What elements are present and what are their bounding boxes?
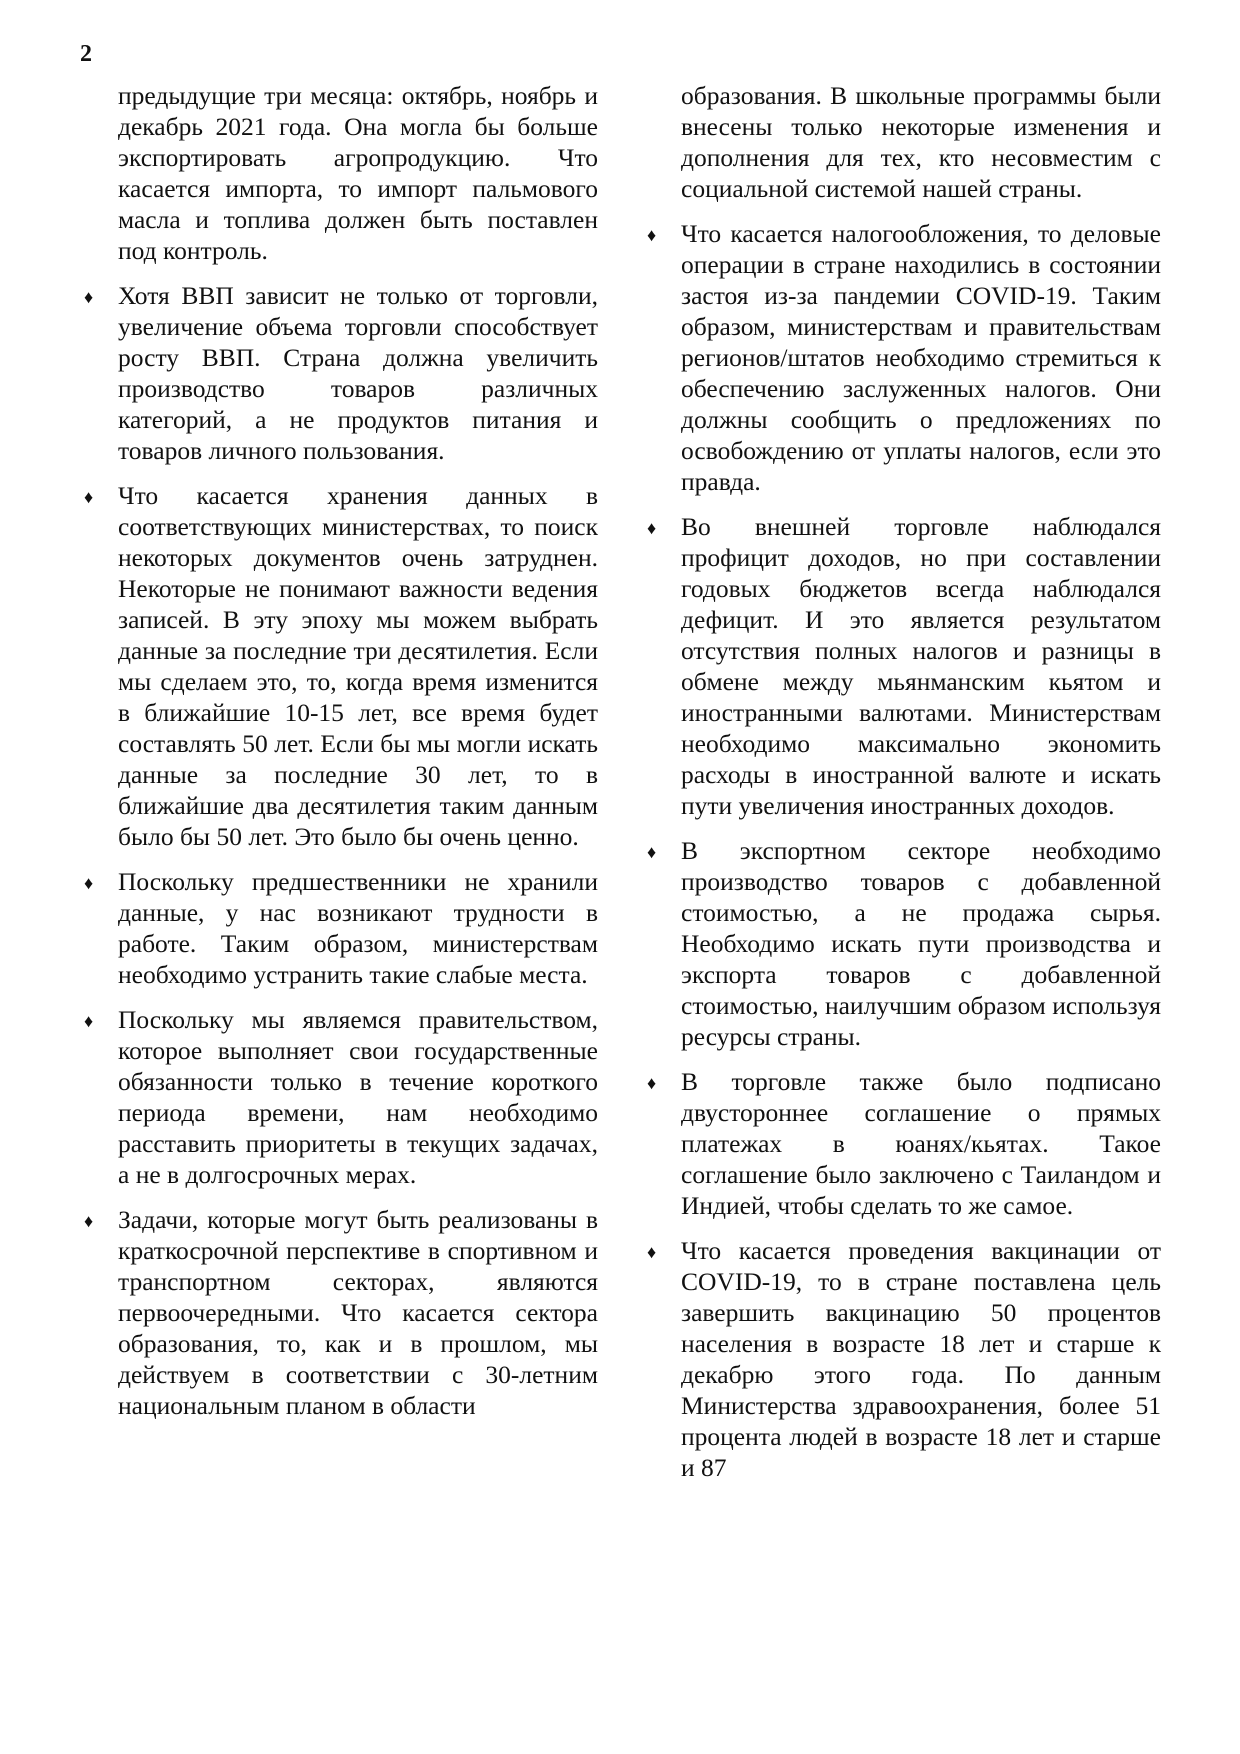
continuation-paragraph: образования. В школьные программы были внесены только некоторые изменения и дополнения для тех, кто несовместим с социальной системой нашей страны. [681,81,1161,203]
bullet-text: Что касается проведения вакцинации от COVID-19, то в стране поставлена цель завершить вакцинацию 50 процентов населения в возрасте 18 лет и старше к декабрю этого года. По данным Министерства здравоохранения, более 51 процента людей в возрасте 18 лет и старше и 87 [681,1236,1161,1482]
bullet-text: Задачи, которые могут быть реализованы в краткосрочной перспективе в спортивном и транспортном секторах, являются первоочередными. Что касается сектора образования, то, как и в прошлом, мы действуем в соответствии с 30-летним национальным планом в области [118,1205,598,1420]
bullet-item [84,480,598,852]
right-column [647,80,1161,1497]
bullet-text: Поскольку мы являемся правительством, которое выполняет свои государственные обязанности только в течение короткого периода времени, нам необходимо расставить приоритеты в текущих задачах, а не в долгосрочных мерах. [118,1005,598,1189]
bullet-item [647,1066,1161,1221]
bullet-item [84,1004,598,1190]
left-column [84,80,598,1435]
bullet-text: Что касается налогообложения, то деловые операции в стране находились в состоянии застоя из-за пандемии COVID-19. Таким образом, министерствам и правительствам регионов/штатов необходимо стремиться к обеспечению заслуженных налогов. Они должны сообщить о предложениях по освобождению от уплаты налогов, если это правда. [681,219,1161,496]
diamond-bullet-icon: ♦ [647,225,657,245]
diamond-bullet-icon: ♦ [647,1242,657,1262]
bullet-item [84,1204,598,1421]
continuation-paragraph: предыдущие три месяца: октябрь, ноябрь и декабрь 2021 года. Она могла бы больше экспортировать агропродукцию. Что касается импорта, то импорт пальмового масла и топлива должен быть поставлен под контроль. [118,81,598,265]
diamond-bullet-icon: ♦ [647,842,657,862]
diamond-bullet-icon: ♦ [647,1073,657,1093]
bullet-item [84,280,598,466]
bullet-text: В экспортном секторе необходимо производство товаров с добавленной стоимостью, а не продажа сырья. Необходимо искать пути производства и экспорта товаров с добавленной стоимостью, наилучшим образом используя ресурсы страны. [681,836,1161,1051]
diamond-bullet-icon: ♦ [84,487,94,507]
diamond-bullet-icon: ♦ [84,1211,94,1231]
bullet-text: Поскольку предшественники не хранили данные, у нас возникают трудности в работе. Таким образом, министерствам необходимо устранить такие слабые места. [118,867,598,989]
bullet-text: Во внешней торговле наблюдался профицит доходов, но при составлении годовых бюджетов всегда наблюдался дефицит. И это является результатом отсутствия полных налогов и разницы в обмене между мьянманским кьятом и иностранными валютами. Министерствам необходимо максимально экономить расходы в иностранной валюте и искать пути увеличения иностранных доходов. [681,512,1161,820]
page-number: 2 [80,41,92,67]
bullet-text: В торговле также было подписано двустороннее соглашение о прямых платежах в юанях/кьятах. Такое соглашение было заключено с Таиландом и Индией, чтобы сделать то же самое. [681,1067,1161,1220]
diamond-bullet-icon: ♦ [84,873,94,893]
bullet-item [647,1235,1161,1483]
bullet-item [647,835,1161,1052]
bullet-text: Хотя ВВП зависит не только от торговли, увеличение объема торговли способствует росту ВВП. Страна должна увеличить производство товаров различных категорий, а не продуктов питания и товаров личного пользования. [118,281,598,465]
bullet-item [84,866,598,990]
diamond-bullet-icon: ♦ [84,287,94,307]
bullet-text: Что касается хранения данных в соответствующих министерствах, то поиск некоторых документов очень затруднен. Некоторые не понимают важности ведения записей. В эту эпоху мы можем выбрать данные за последние три десятилетия. Если мы сделаем это, то, когда время изменится в ближайшие 10-15 лет, все время будет составлять 50 лет. Если бы мы могли искать данные за последние 30 лет, то в ближайшие два десятилетия таким данным было бы 50 лет. Это было бы очень ценно. [118,481,598,851]
diamond-bullet-icon: ♦ [84,1011,94,1031]
bullet-item [647,218,1161,497]
bullet-item [647,511,1161,821]
diamond-bullet-icon: ♦ [647,518,657,538]
